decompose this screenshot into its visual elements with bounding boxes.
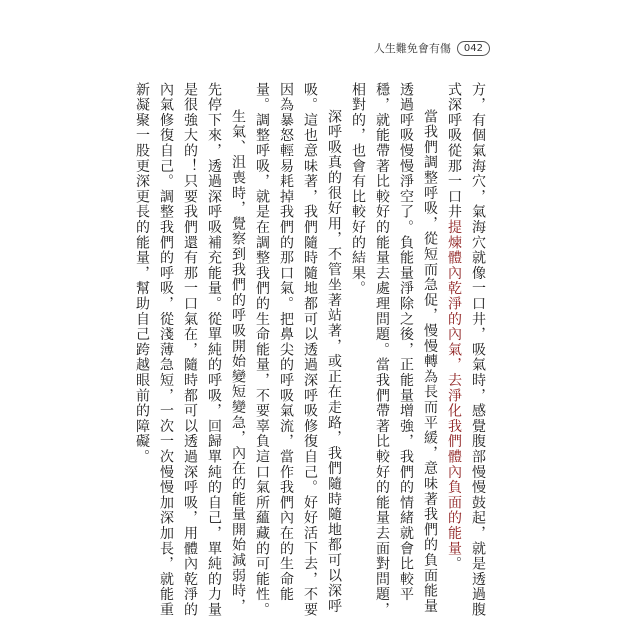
- running-header: [374, 40, 490, 56]
- page-number: 042: [457, 41, 490, 56]
- paragraph-text: 生氣、沮喪時，覺察到我們的呼吸開始變短變急，內在的能量開始減弱時，先停下來，透過深呼吸補充能量。從單純的呼吸，回歸單純的自己，單純的力量是很強大的！只要我們還有那一口氣在，隨時都可以透過深呼吸，用體內乾淨的內氣修復自己。調整我們的呼吸，從淺薄急短，一次一次慢慢加深加長，就能重新凝聚一股更深更長的能量，幫助自己跨越眼前的障礙。: [134, 82, 246, 618]
- highlighted-text: 提煉體內乾淨的內氣，去淨化我們體內負面的能量: [446, 219, 462, 557]
- paragraph: [250, 82, 346, 622]
- paragraph-text: 方，有個氣海穴，氣海穴就像一口井，吸氣時，感覺腹部慢慢鼓起，就是透過腹式深呼吸從那一口井: [446, 82, 486, 618]
- paragraph: [130, 82, 250, 622]
- paragraph: [442, 82, 490, 622]
- body-text: [130, 82, 490, 622]
- paragraph-text: 當我們調整呼吸，從短而急促，慢慢轉為長而平緩，意味著我們的負面能量透過呼吸慢慢淨空了。負能量淨除之後，正能量增強，我們的情緒就會比較平穩，就能帶著比較好的能量去處理問題。當我們帶著比較好的能量去面對問題，相對的，也會有比較好的結果。: [350, 82, 438, 618]
- paragraph-text: 深呼吸真的很好用，不管坐著站著，或正在走路，我們隨時隨地都可以深呼吸。這也意味著，我們隨時隨地都可以透過深呼吸修復自己。好好活下去，不要因為暴怒輕易耗掉我們的那口氣。把鼻尖的呼吸氣流，當作我們內在的生命能量。調整呼吸，就是在調整我們的生命能量，不要辜負這口氣所蘊藏的可能性。: [254, 82, 342, 618]
- book-title: 人生難免會有傷: [373, 42, 451, 55]
- paragraph-text: 。: [446, 556, 462, 572]
- paragraph: [346, 82, 442, 622]
